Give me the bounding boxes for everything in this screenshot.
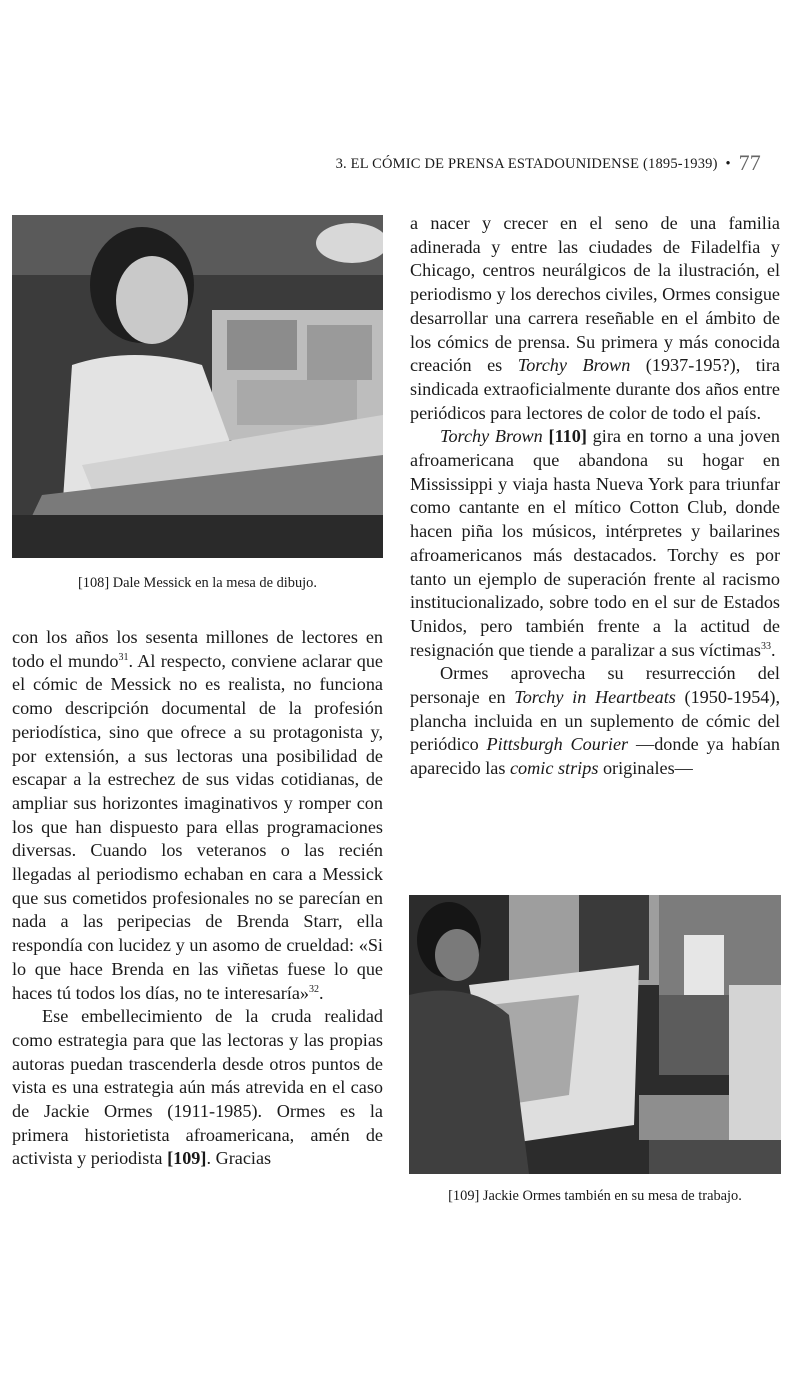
footnote-ref-31: 31 <box>118 651 129 663</box>
paragraph: con los años los sesenta millones de lectores en todo el mundo$^{31}$. Al respecto, conviene aclarar que el cómic de Messick no es realista, no funciona como descripción documental de la profesión periodística, sino que ofrece a su protagonista y, por extensión, a sus lectoras una posibilidad de escapar a la estrechez de sus vidas cotidianas, de ampliar sus horizontes imaginativos y romper con los que han dispuesto para ellas programaciones diversas. Cuando los veteranos o las recién llegadas al periodismo echaban en cara a Messick que sus cometidos profesionales no se parecían en nada a las peripecias de Brenda Starr, ella respondía con lucidez y un asomo de crueldad: «Si lo que hace Brenda en las viñetas fuese lo que haces tú todos los días, no te interesaría»$^{32}$. <box>12 627 384 1003</box>
paragraph: Torchy Brown [110] gira en torno a una joven afroamericana que abandona su hogar en Mississippi y viaja hasta Nueva York para triunfar como cantante en el mítico Cotton Club, donde hacen piña los músicos, intérpretes y bailarines afroamericanos más destacados. Torchy es por tanto un ejemplo de superación frente al racismo institucionalizado, sobre todo en el sur de Estados Unidos, pero también frente a la actitud de resignación que tiende a paralizar a sus víctimas$^{33}$. <box>410 426 781 660</box>
figure-caption-108: [108] Dale Messick en la mesa de dibujo. <box>78 575 317 591</box>
running-header <box>336 150 761 176</box>
chapter-title: 3. EL CÓMIC DE PRENSA ESTADOUNIDENSE (1895-1939) <box>335 156 718 172</box>
figure-reference-109: [109] <box>167 1148 207 1169</box>
header-bullet: • <box>725 156 731 172</box>
work-title: Torchy in Heartbeats <box>514 687 676 708</box>
page-number: 77 <box>738 150 761 175</box>
paragraph: Ese embellecimiento de la cruda realidad como estrategia para que las lectoras y las propias autoras puedan trascenderla desde otros puntos de vista es una estrategia aún más atrevida en el caso de Jackie Ormes (1911-1985). Ormes es la primera historietista afroamericana, amén de activista y periodista [109]. Gracias <box>12 1006 383 1169</box>
photo-dale-messick <box>12 215 383 558</box>
footnote-ref-33: 33 <box>760 640 771 652</box>
term: comic strips <box>509 758 599 779</box>
work-title: Torchy Brown <box>440 426 543 447</box>
paragraph: Ormes aprovecha su resurrección del personaje en Torchy in Heartbeats (1950-1954), plancha incluida en un suplemento de cómic del periódico Pittsburgh Courier —donde ya habían aparecido las comic strips originales— <box>410 663 780 779</box>
left-text-column <box>12 626 383 1171</box>
right-text-column <box>410 212 780 781</box>
footnote-ref-32: 32 <box>309 983 319 995</box>
newspaper-title: Pittsburgh Courier <box>486 734 629 755</box>
work-title: Torchy Brown <box>517 355 631 376</box>
figure-caption-109: [109] Jackie Ormes también en su mesa de trabajo. <box>448 1188 742 1204</box>
photo-jackie-ormes <box>409 895 781 1174</box>
figure-reference-110: [110] <box>548 426 587 447</box>
paragraph: a nacer y crecer en el seno de una familia adinerada y entre las ciudades de Filadelfia y Chicago, centros neurálgicos de la ilustración, el periodismo y los derechos civiles, Ormes consigue desarrollar una carrera reseñable en el ámbito de los cómics de prensa. Su primera y más conocida creación es Torchy Brown (1937-195?), tira sindicada extraoficialmente durante dos años entre periódicos para lectores de color de todo el país. <box>410 213 780 423</box>
